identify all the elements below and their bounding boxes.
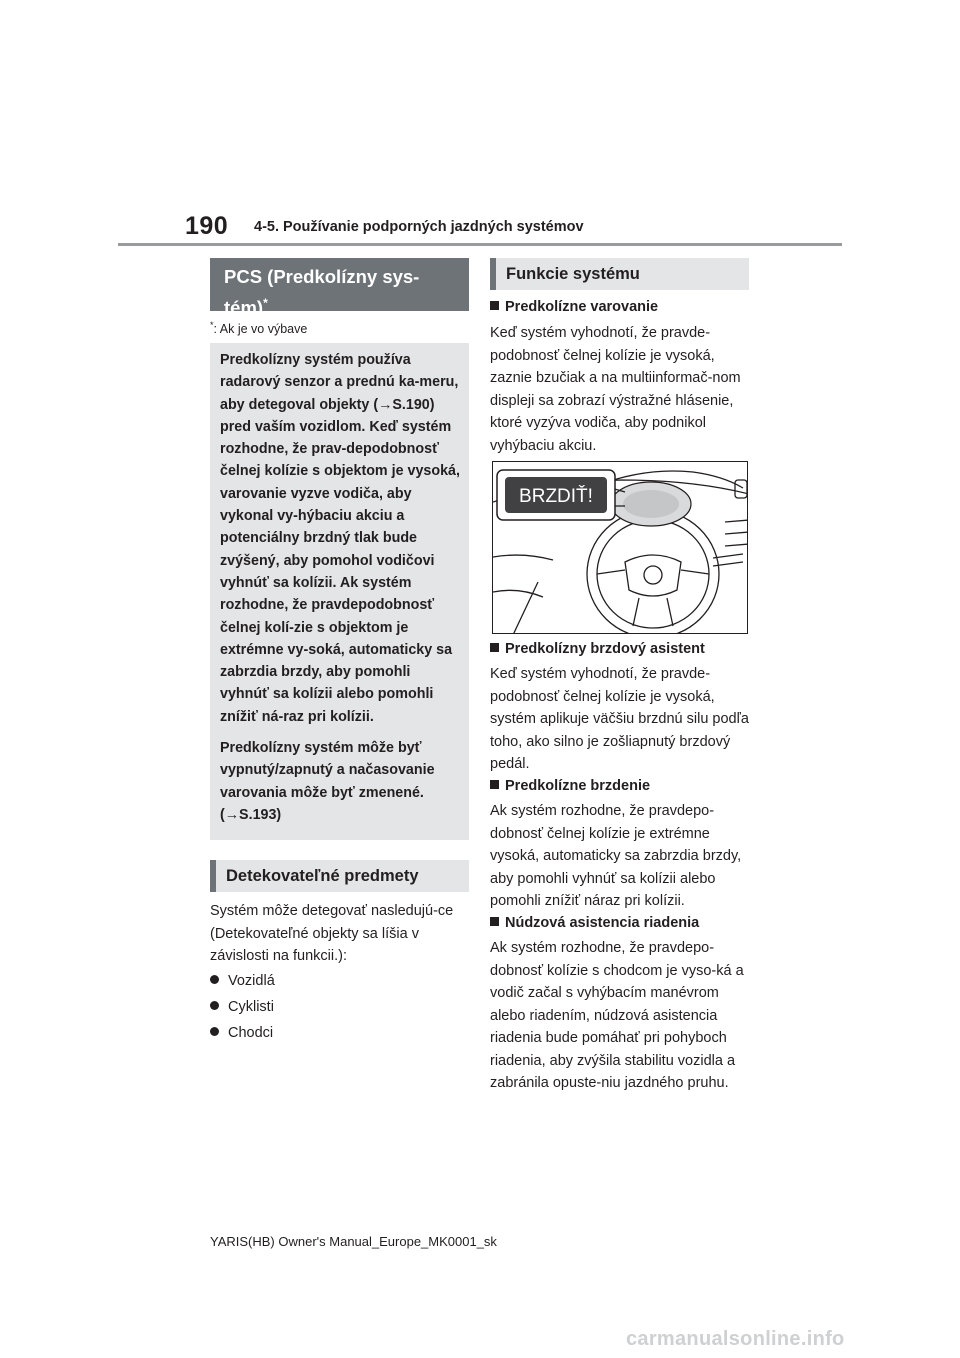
emergency-steering-assist-text: Ak systém rozhodne, že pravdepo-dobnosť kolízie s chodcom je vyso-ká a vodič začal s vyhýbacím manévrom alebo riadením, núdzová asistencia riadenia bude pomáhať pri pohyboch riadenia, aby zvýšila stabilitu vozidla a zabránila opuste-niu jazdného pruhu.: [490, 940, 744, 1091]
subheading-brake-assist: Predkolízny brzdový asistent: [490, 638, 760, 660]
pre-collision-braking-text: Ak systém rozhodne, že pravdepo-dobnosť čelnej kolízie je extrémne vysoká, automaticky sa zabrzdia brzdy, aby pomohli vyhnúť sa kolízii alebo pomohli znížiť náraz pri kolízii.: [490, 803, 742, 909]
square-bullet-icon: [490, 780, 499, 789]
list-item-text: Cyklisti: [228, 999, 274, 1015]
steering-wheel-dashboard-icon: [493, 462, 748, 634]
pre-collision-warning-text: Keď systém vyhodnotí, že pravde-podobnosť čelnej kolízie je vysoká, zaznie bzučiak a na multiinformač-nom displeji sa zobrazí výstražné hlásenie, ktoré vyzýva vodiča, aby podnikol vyhýbaciu akciu.: [490, 325, 741, 454]
detectable-objects-description: Systém môže detegovať nasledujú-ce (Detekovateľné objekty sa líšia v závislosti na funkcii.):: [210, 903, 454, 964]
pcs-info-box: [210, 343, 469, 840]
availability-note: [210, 320, 307, 336]
info-paragraph-1: Predkolízny systém používa radarový senzor a prednú ka-meru, aby detegoval objekty (→S.190) pred vaším vozidlom. Keď systém rozhodne, že prav-depodobnosť čelnej kolízie s objektom je vysoká, varovanie vyzve vodiča, aby vykonal vy-hýbaciu akciu a potenciálny brzdný tlak bude zvýšený, aby pomohol vodičovi vyhnúť sa kolízii. Ak systém rozhodne, že pravdepodobnosť čelnej kolí-zie s objektom je extrémne vy-soká, automaticky sa zabrzdia brzdy, aby pomohli vyhnúť sa kolízii alebo pomohli znížiť ná-raz pri kolízii.: [220, 352, 460, 725]
square-bullet-icon: [490, 643, 499, 652]
watermark: carmanualsonline.info: [626, 1328, 845, 1350]
section-title: 4-5. Používanie podporných jazdných systémov: [254, 219, 584, 235]
display-message: BRZDIŤ!: [519, 486, 593, 507]
bullet-icon: [210, 1027, 219, 1036]
subheading-pre-collision-braking: Predkolízne brzdenie: [490, 775, 760, 797]
list-item-text: Chodci: [228, 1025, 274, 1041]
pcs-bar-line2: tém): [224, 297, 264, 319]
page-number: 190: [185, 212, 229, 240]
header-rule: [118, 243, 842, 246]
square-bullet-icon: [490, 917, 499, 926]
info-paragraph-2: Predkolízny systém môže byť vypnutý/zapnutý a načasovanie varovania môže byť zmenené. (→S.193): [220, 740, 435, 823]
note-text: : Ak je vo výbave: [213, 322, 308, 337]
bullet-icon: [210, 975, 219, 984]
list-item: [210, 1022, 273, 1044]
subheading-pre-collision-warning: Predkolízne varovanie: [490, 296, 760, 318]
list-item: [210, 970, 275, 992]
manual-identifier: YARIS(HB) Owner's Manual_Europe_MK0001_sk: [210, 1234, 497, 1249]
pcs-bar-footnote-mark: *: [263, 296, 268, 310]
note-mark: *: [210, 320, 214, 330]
system-functions-bar: Funkcie systému: [490, 258, 749, 290]
detectable-objects-bar: Detekovateľné predmety: [210, 860, 469, 892]
list-item: [210, 996, 274, 1018]
brake-assist-text: Keď systém vyhodnotí, že pravde-podobnosť čelnej kolízie je vysoká, systém aplikuje väčšiu brzdnú silu podľa toho, ako silno je zošliapnutý brzdový pedál.: [490, 666, 749, 772]
warning-display-illustration: [492, 461, 748, 634]
pcs-bar-line1: PCS (Predkolízny sys-: [224, 266, 420, 287]
bullet-icon: [210, 1001, 219, 1010]
square-bullet-icon: [490, 301, 499, 310]
pcs-section-bar: [210, 258, 469, 319]
list-item-text: Vozidlá: [228, 973, 275, 989]
subheading-emergency-steering-assist: Núdzová asistencia riadenia: [490, 912, 760, 934]
